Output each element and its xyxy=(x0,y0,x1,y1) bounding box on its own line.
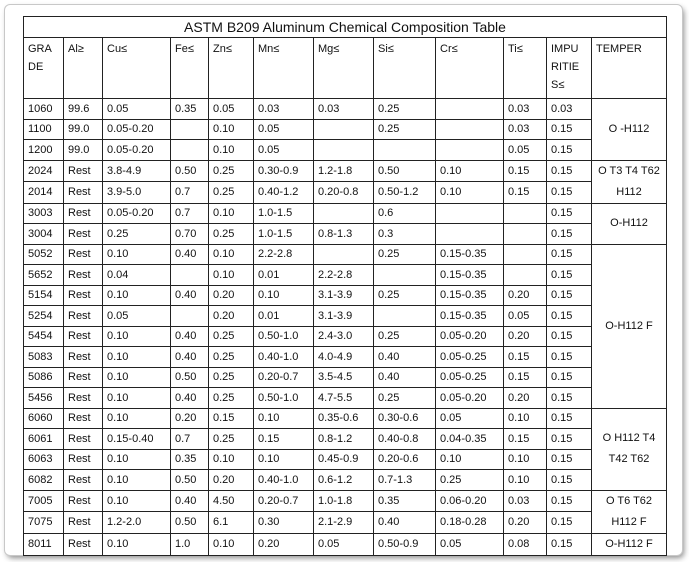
table-cell: 5254 xyxy=(24,306,64,327)
table-cell: 0.15-0.35 xyxy=(436,306,504,327)
table-cell: 0.05 xyxy=(103,99,171,120)
temper-cell: O-H112 F xyxy=(592,533,667,555)
table-row xyxy=(24,388,667,409)
temper-cell: O T6 T62 H112 F xyxy=(592,490,667,533)
table-cell: 0.15 xyxy=(547,367,592,388)
table-cell: 0.15 xyxy=(547,388,592,409)
table-row xyxy=(24,99,667,120)
header-temper: TEMPER xyxy=(592,38,667,99)
table-cell: 0.10 xyxy=(103,244,171,265)
table-cell: 0.01 xyxy=(254,306,314,327)
table-cell: 0.18-0.28 xyxy=(436,512,504,534)
table-cell: 6.1 xyxy=(209,512,254,534)
table-cell: 0.15 xyxy=(547,306,592,327)
table-cell xyxy=(314,140,374,161)
table-cell: Rest xyxy=(64,367,103,388)
table-cell: 0.20-0.7 xyxy=(254,490,314,512)
table-cell: 0.40-1.0 xyxy=(254,347,314,368)
header-si: Si≤ xyxy=(374,38,436,99)
table-row xyxy=(24,326,667,347)
table-cell: 0.45-0.9 xyxy=(314,449,374,470)
table-cell: 0.20 xyxy=(171,408,209,429)
table-cell: 7005 xyxy=(24,490,64,512)
table-cell: 1.2-2.0 xyxy=(103,512,171,534)
table-cell: 0.25 xyxy=(374,388,436,409)
table-cell: 0.50-0.9 xyxy=(374,533,436,555)
table-cell xyxy=(314,119,374,140)
table-cell: Rest xyxy=(64,182,103,204)
table-cell: 2014 xyxy=(24,182,64,204)
table-cell: 0.35 xyxy=(171,99,209,120)
table-cell: Rest xyxy=(64,470,103,491)
table-cell xyxy=(171,119,209,140)
table-cell: 0.15 xyxy=(504,347,547,368)
table-row xyxy=(24,160,667,182)
table-cell: 0.15 xyxy=(547,160,592,182)
table-cell: 0.15-0.35 xyxy=(436,285,504,306)
table-cell: 1.0-1.5 xyxy=(254,203,314,224)
header-impurities: IMPU RITIE S≤ xyxy=(547,38,592,99)
table-cell: 0.50 xyxy=(171,512,209,534)
table-cell xyxy=(436,203,504,224)
table-cell: 0.40 xyxy=(374,367,436,388)
table-row xyxy=(24,182,667,204)
table-cell: 0.10 xyxy=(254,285,314,306)
table-cell: 0.20-0.7 xyxy=(254,367,314,388)
table-cell: 0.15-0.40 xyxy=(103,429,171,450)
table-cell xyxy=(504,244,547,265)
header-zn: Zn≤ xyxy=(209,38,254,99)
table-cell: 0.10 xyxy=(103,408,171,429)
table-cell: 0.25 xyxy=(103,224,171,245)
table-cell: Rest xyxy=(64,490,103,512)
table-cell: 99.0 xyxy=(64,119,103,140)
table-cell: 5052 xyxy=(24,244,64,265)
table-row xyxy=(24,140,667,161)
table-cell: 0.15 xyxy=(547,326,592,347)
table-cell: 0.35-0.6 xyxy=(314,408,374,429)
table-row xyxy=(24,512,667,534)
table-cell: 0.40 xyxy=(374,347,436,368)
table-cell: Rest xyxy=(64,429,103,450)
header-row xyxy=(24,38,667,99)
table-cell: 0.08 xyxy=(504,533,547,555)
table-cell: 0.10 xyxy=(209,265,254,286)
table-cell: 0.15 xyxy=(504,367,547,388)
table-cell: 0.15 xyxy=(547,140,592,161)
table-cell: 0.25 xyxy=(374,119,436,140)
table-cell: Rest xyxy=(64,326,103,347)
table-cell: Rest xyxy=(64,306,103,327)
table-cell: 5154 xyxy=(24,285,64,306)
table-cell: 0.3 xyxy=(374,224,436,245)
header-mg: Mg≤ xyxy=(314,38,374,99)
table-cell: 0.05-0.20 xyxy=(436,388,504,409)
table-cell: 0.15 xyxy=(547,119,592,140)
table-cell: Rest xyxy=(64,347,103,368)
table-cell: 0.10 xyxy=(103,367,171,388)
table-cell: 0.15 xyxy=(547,182,592,204)
table-cell: 0.10 xyxy=(209,140,254,161)
table-cell: 0.25 xyxy=(209,367,254,388)
table-cell: 0.15 xyxy=(547,490,592,512)
table-row xyxy=(24,408,667,429)
temper-cell: O H112 T4 T42 T62 xyxy=(592,408,667,490)
table-cell: 0.15 xyxy=(547,203,592,224)
table-cell: 0.10 xyxy=(504,408,547,429)
table-cell: 2.2-2.8 xyxy=(314,265,374,286)
table-cell: 0.15 xyxy=(547,285,592,306)
table-cell: 5456 xyxy=(24,388,64,409)
table-cell: 0.40-1.2 xyxy=(254,182,314,204)
table-cell: 0.10 xyxy=(436,449,504,470)
table-cell: Rest xyxy=(64,160,103,182)
table-cell: 0.05 xyxy=(209,99,254,120)
table-row xyxy=(24,533,667,555)
table-cell: 0.30-0.6 xyxy=(374,408,436,429)
table-cell: Rest xyxy=(64,224,103,245)
table-cell: 0.40-0.8 xyxy=(374,429,436,450)
header-grade: GRA DE xyxy=(24,38,64,99)
table-row xyxy=(24,119,667,140)
table-cell: 0.15 xyxy=(547,512,592,534)
table-cell: 4.7-5.5 xyxy=(314,388,374,409)
table-cell: 0.40 xyxy=(171,347,209,368)
table-cell: 0.20 xyxy=(504,512,547,534)
table-cell: 0.10 xyxy=(209,449,254,470)
table-cell: 0.03 xyxy=(504,490,547,512)
header-ti: Ti≤ xyxy=(504,38,547,99)
table-cell: 0.10 xyxy=(103,285,171,306)
table-cell: 0.20 xyxy=(209,470,254,491)
table-cell: 0.05 xyxy=(504,306,547,327)
table-cell: 3.1-3.9 xyxy=(314,306,374,327)
table-cell: 0.25 xyxy=(436,470,504,491)
table-cell: Rest xyxy=(64,244,103,265)
table-cell: 0.10 xyxy=(103,533,171,555)
table-cell: 0.50 xyxy=(374,160,436,182)
table-cell: 0.03 xyxy=(504,119,547,140)
table-cell: 6082 xyxy=(24,470,64,491)
temper-cell: O -H112 xyxy=(592,99,667,161)
table-cell: 0.05-0.20 xyxy=(103,119,171,140)
table-cell: 0.15 xyxy=(547,224,592,245)
table-cell: 0.10 xyxy=(103,449,171,470)
table-cell: Rest xyxy=(64,203,103,224)
table-cell: 0.70 xyxy=(171,224,209,245)
table-cell: 0.05-0.20 xyxy=(436,326,504,347)
table-cell: 0.50-1.2 xyxy=(374,182,436,204)
table-row xyxy=(24,490,667,512)
table-cell xyxy=(374,306,436,327)
table-cell: 0.05-0.20 xyxy=(103,203,171,224)
table-cell: 0.7 xyxy=(171,429,209,450)
table-cell xyxy=(436,224,504,245)
table-cell: 1200 xyxy=(24,140,64,161)
table-cell: 0.10 xyxy=(209,203,254,224)
table-cell: 0.25 xyxy=(374,285,436,306)
table-cell: 6063 xyxy=(24,449,64,470)
table-cell: 5083 xyxy=(24,347,64,368)
table-body xyxy=(24,99,667,556)
table-cell xyxy=(504,265,547,286)
table-cell: 0.03 xyxy=(504,99,547,120)
table-cell: 0.10 xyxy=(103,490,171,512)
table-cell: 0.7-1.3 xyxy=(374,470,436,491)
table-row xyxy=(24,224,667,245)
table-cell: 0.10 xyxy=(103,388,171,409)
table-cell: 1100 xyxy=(24,119,64,140)
temper-cell: O-H112 F xyxy=(592,244,667,408)
table-cell: 0.20-0.8 xyxy=(314,182,374,204)
temper-cell: O T3 T4 T62 H112 xyxy=(592,160,667,203)
table-cell xyxy=(314,244,374,265)
table-cell: 0.20-0.6 xyxy=(374,449,436,470)
table-cell: 0.50-1.0 xyxy=(254,388,314,409)
table-cell: 0.50 xyxy=(171,470,209,491)
table-cell: Rest xyxy=(64,533,103,555)
table-row xyxy=(24,285,667,306)
table-cell: 0.25 xyxy=(374,326,436,347)
table-cell: Rest xyxy=(64,512,103,534)
table-cell: 0.20 xyxy=(504,326,547,347)
header-cu: Cu≤ xyxy=(103,38,171,99)
table-cell: 0.05 xyxy=(254,119,314,140)
table-row xyxy=(24,306,667,327)
table-cell: 3003 xyxy=(24,203,64,224)
table-cell: 0.03 xyxy=(254,99,314,120)
table-cell: Rest xyxy=(64,408,103,429)
table-row xyxy=(24,449,667,470)
table-cell: 0.50-1.0 xyxy=(254,326,314,347)
table-cell: 0.15 xyxy=(547,265,592,286)
table-cell: 3.8-4.9 xyxy=(103,160,171,182)
table-cell: 0.15-0.35 xyxy=(436,265,504,286)
table-cell xyxy=(504,224,547,245)
table-cell: 0.40-1.0 xyxy=(254,470,314,491)
table-cell: 0.50 xyxy=(171,160,209,182)
table-cell: 0.05 xyxy=(436,408,504,429)
table-cell: 0.10 xyxy=(103,347,171,368)
table-cell: 3004 xyxy=(24,224,64,245)
table-cell: 6060 xyxy=(24,408,64,429)
table-cell: Rest xyxy=(64,265,103,286)
table-cell: 0.04 xyxy=(103,265,171,286)
table-cell: 0.05-0.20 xyxy=(103,140,171,161)
table-cell: 99.6 xyxy=(64,99,103,120)
table-cell: 0.6-1.2 xyxy=(314,470,374,491)
table-cell xyxy=(314,203,374,224)
table-cell: 2.2-2.8 xyxy=(254,244,314,265)
table-cell: 0.04-0.35 xyxy=(436,429,504,450)
table-cell: Rest xyxy=(64,449,103,470)
table-cell: 0.05-0.25 xyxy=(436,367,504,388)
table-cell: 0.05 xyxy=(436,533,504,555)
table-cell: 4.0-4.9 xyxy=(314,347,374,368)
table-cell: 0.05-0.25 xyxy=(436,347,504,368)
table-cell: 0.10 xyxy=(209,533,254,555)
table-cell: 0.35 xyxy=(374,490,436,512)
table-cell xyxy=(436,140,504,161)
table-cell xyxy=(504,203,547,224)
table-cell: 0.05 xyxy=(103,306,171,327)
table-cell: 0.30-0.9 xyxy=(254,160,314,182)
table-cell: 0.7 xyxy=(171,182,209,204)
table-cell: 2.1-2.9 xyxy=(314,512,374,534)
table-cell: 0.01 xyxy=(254,265,314,286)
table-cell: 0.40 xyxy=(171,388,209,409)
table-cell: 0.25 xyxy=(374,244,436,265)
table-cell: 0.15 xyxy=(547,533,592,555)
table-cell: 0.15 xyxy=(547,470,592,491)
table-cell: 0.40 xyxy=(171,326,209,347)
table-cell: 1.0-1.5 xyxy=(254,224,314,245)
table-cell: 0.20 xyxy=(209,285,254,306)
table-cell: 0.03 xyxy=(314,99,374,120)
table-cell: 2.4-3.0 xyxy=(314,326,374,347)
table-cell: 0.10 xyxy=(436,160,504,182)
temper-cell: O-H112 xyxy=(592,203,667,244)
table-cell: 8011 xyxy=(24,533,64,555)
table-cell: 0.25 xyxy=(209,326,254,347)
header-mn: Mn≤ xyxy=(254,38,314,99)
table-cell: 4.50 xyxy=(209,490,254,512)
table-cell: 0.05 xyxy=(314,533,374,555)
table-cell: 5652 xyxy=(24,265,64,286)
table-cell: 0.15 xyxy=(504,429,547,450)
table-cell: 0.15 xyxy=(547,244,592,265)
table-cell: 99.0 xyxy=(64,140,103,161)
table-cell: 0.20 xyxy=(504,285,547,306)
table-row xyxy=(24,367,667,388)
table-cell: 2024 xyxy=(24,160,64,182)
table-cell: 0.25 xyxy=(209,347,254,368)
table-cell: 1.2-1.8 xyxy=(314,160,374,182)
table-cell: 3.9-5.0 xyxy=(103,182,171,204)
table-cell: 0.40 xyxy=(171,490,209,512)
table-cell: 0.15 xyxy=(504,182,547,204)
table-cell: 0.10 xyxy=(504,470,547,491)
table-cell: 0.15-0.35 xyxy=(436,244,504,265)
table-row xyxy=(24,470,667,491)
table-row xyxy=(24,347,667,368)
table-cell: 0.20 xyxy=(254,533,314,555)
table-cell xyxy=(171,306,209,327)
table-cell: 0.30 xyxy=(254,512,314,534)
table-row xyxy=(24,429,667,450)
table-cell: 0.20 xyxy=(209,306,254,327)
table-cell: 0.03 xyxy=(547,99,592,120)
table-cell: 0.7 xyxy=(171,203,209,224)
table-cell: 0.15 xyxy=(547,347,592,368)
table-cell: 1060 xyxy=(24,99,64,120)
table-cell: 0.05 xyxy=(254,140,314,161)
table-cell: 0.10 xyxy=(209,244,254,265)
table-cell: 7075 xyxy=(24,512,64,534)
table-cell: 0.8-1.3 xyxy=(314,224,374,245)
table-cell: 0.50 xyxy=(171,367,209,388)
table-cell: 0.15 xyxy=(547,449,592,470)
table-cell: 0.06-0.20 xyxy=(436,490,504,512)
table-cell: 0.10 xyxy=(103,326,171,347)
table-cell: 3.5-4.5 xyxy=(314,367,374,388)
table-cell: 0.25 xyxy=(374,99,436,120)
table-cell: 1.0 xyxy=(171,533,209,555)
table-cell: 0.25 xyxy=(209,160,254,182)
table-cell: 6061 xyxy=(24,429,64,450)
table-cell xyxy=(171,140,209,161)
table-cell: 0.8-1.2 xyxy=(314,429,374,450)
table-row xyxy=(24,265,667,286)
table-cell xyxy=(374,140,436,161)
table-cell: 0.10 xyxy=(254,408,314,429)
table-cell: 5454 xyxy=(24,326,64,347)
table-row xyxy=(24,203,667,224)
table-cell: 0.15 xyxy=(547,429,592,450)
table-cell: 0.25 xyxy=(209,182,254,204)
table-cell: 0.15 xyxy=(504,160,547,182)
table-cell: 0.40 xyxy=(171,244,209,265)
table-cell: 0.20 xyxy=(504,388,547,409)
table-cell: 0.25 xyxy=(209,388,254,409)
table-cell: 1.0-1.8 xyxy=(314,490,374,512)
table-cell: Rest xyxy=(64,388,103,409)
table-cell: 0.10 xyxy=(103,470,171,491)
table-cell: 0.05 xyxy=(504,140,547,161)
table-cell xyxy=(436,99,504,120)
table-cell: 0.40 xyxy=(171,285,209,306)
table-cell: 0.25 xyxy=(209,224,254,245)
table-cell: 0.15 xyxy=(254,429,314,450)
header-al: Al≥ xyxy=(64,38,103,99)
table-cell: 0.15 xyxy=(547,408,592,429)
table-cell: 0.6 xyxy=(374,203,436,224)
table-cell: 5086 xyxy=(24,367,64,388)
table-cell xyxy=(436,119,504,140)
table-cell: 0.10 xyxy=(504,449,547,470)
table-row xyxy=(24,244,667,265)
table-cell xyxy=(171,265,209,286)
table-cell: 0.25 xyxy=(209,429,254,450)
table-cell: 0.10 xyxy=(254,449,314,470)
table-cell: 0.35 xyxy=(171,449,209,470)
table-title: ASTM B209 Aluminum Chemical Composition Table xyxy=(23,16,667,37)
table-cell xyxy=(374,265,436,286)
table-cell: 0.15 xyxy=(209,408,254,429)
composition-table xyxy=(23,16,667,556)
header-cr: Cr≤ xyxy=(436,38,504,99)
table-cell: Rest xyxy=(64,285,103,306)
table-cell: 3.1-3.9 xyxy=(314,285,374,306)
header-fe: Fe≤ xyxy=(171,38,209,99)
table-cell: 0.40 xyxy=(374,512,436,534)
table-cell: 0.10 xyxy=(209,119,254,140)
table-cell: 0.10 xyxy=(436,182,504,204)
